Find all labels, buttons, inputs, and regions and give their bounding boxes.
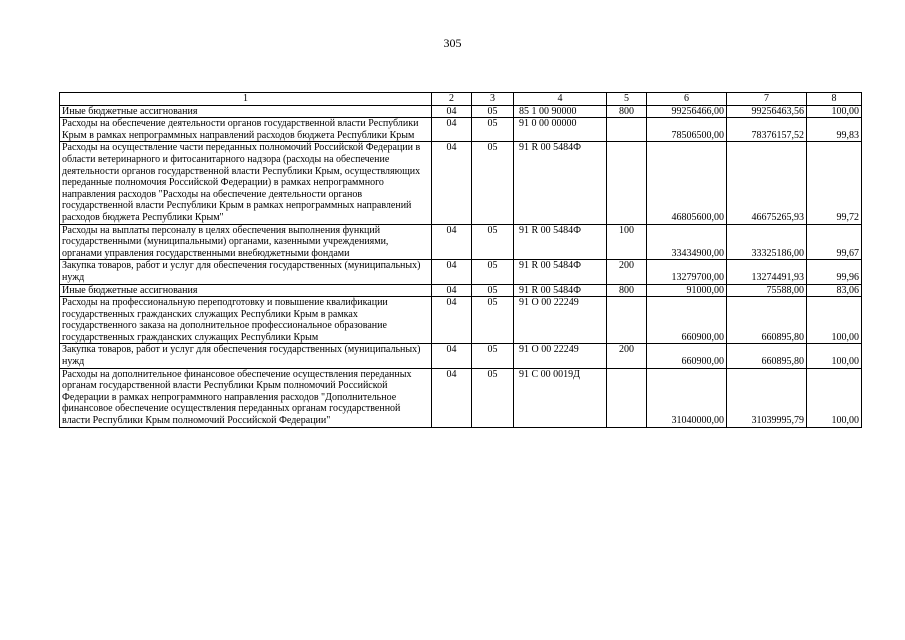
subsection-code: 05 (472, 118, 514, 142)
executed-amount: 33325186,00 (727, 224, 807, 260)
executed-amount: 99256463,56 (727, 105, 807, 118)
expense-type-code: 100 (607, 224, 647, 260)
execution-percent: 99,67 (807, 224, 862, 260)
table-row (60, 142, 862, 224)
table-header-row (60, 93, 862, 106)
budget-table (59, 92, 862, 428)
expense-type-code: 200 (607, 260, 647, 284)
planned-amount: 78506500,00 (647, 118, 727, 142)
row-name: Расходы на выплаты персоналу в целях обеспечения выполнения функций государственными (муниципальными) органами, казенными учреждениями, органами управления государственными внебюджетными фондами (60, 224, 432, 260)
planned-amount: 31040000,00 (647, 368, 727, 427)
subsection-code: 05 (472, 297, 514, 344)
target-article-code: 91 R 00 5484Ф (514, 260, 607, 284)
row-name: Расходы на профессиональную переподготовку и повышение квалификации государственных гражданских служащих Республики Крым в рамках государственного заказа на дополнительное профессиональное образование государственных гражданских служащих Республики Крым (60, 297, 432, 344)
execution-percent: 83,06 (807, 284, 862, 297)
subsection-code: 05 (472, 284, 514, 297)
target-article-code: 91 О 00 22249 (514, 344, 607, 368)
execution-percent: 100,00 (807, 368, 862, 427)
table-row (60, 284, 862, 297)
executed-amount: 46675265,93 (727, 142, 807, 224)
subsection-code: 05 (472, 344, 514, 368)
executed-amount: 13274491,93 (727, 260, 807, 284)
expense-type-code: 800 (607, 284, 647, 297)
row-name: Иные бюджетные ассигнования (60, 105, 432, 118)
column-header: 2 (432, 93, 472, 106)
expense-type-code (607, 118, 647, 142)
column-header: 6 (647, 93, 727, 106)
planned-amount: 99256466,00 (647, 105, 727, 118)
target-article-code: 91 О 00 22249 (514, 297, 607, 344)
expense-type-code (607, 368, 647, 427)
expense-type-code: 800 (607, 105, 647, 118)
page-number: 305 (443, 36, 462, 50)
row-name: Закупка товаров, работ и услуг для обеспечения государственных (муниципальных) нужд (60, 344, 432, 368)
subsection-code: 05 (472, 224, 514, 260)
subsection-code: 05 (472, 260, 514, 284)
subsection-code: 05 (472, 105, 514, 118)
section-code: 04 (432, 224, 472, 260)
table-row (60, 224, 862, 260)
executed-amount: 75588,00 (727, 284, 807, 297)
row-name: Расходы на обеспечение деятельности органов государственной власти Республики Крым в рамках непрограммных направлений расходов бюджета Республики Крым (60, 118, 432, 142)
column-header: 1 (60, 93, 432, 106)
expense-type-code (607, 297, 647, 344)
table-row (60, 344, 862, 368)
section-code: 04 (432, 297, 472, 344)
expense-type-code (607, 142, 647, 224)
section-code: 04 (432, 344, 472, 368)
planned-amount: 660900,00 (647, 344, 727, 368)
executed-amount: 78376157,52 (727, 118, 807, 142)
table-row (60, 297, 862, 344)
row-name: Расходы на осуществление части переданных полномочий Российской Федерации в области ветеринарного и фитосанитарного надзора (расходы на обеспечение деятельности органов государственной власти Республики Крым, осуществляющих переданные полномочия Российской Федерации) в рамках непрограммного направления расходов "Расходы на обеспечение деятельности органов государственной власти Республики Крым в рамках непрограммных направлений расходов бюджета Республики Крым" (60, 142, 432, 224)
execution-percent: 99,83 (807, 118, 862, 142)
table-row (60, 260, 862, 284)
column-header: 3 (472, 93, 514, 106)
column-header: 5 (607, 93, 647, 106)
table-row (60, 118, 862, 142)
section-code: 04 (432, 118, 472, 142)
table-row (60, 105, 862, 118)
section-code: 04 (432, 284, 472, 297)
executed-amount: 31039995,79 (727, 368, 807, 427)
planned-amount: 91000,00 (647, 284, 727, 297)
execution-percent: 99,96 (807, 260, 862, 284)
row-name: Расходы на дополнительное финансовое обеспечение осуществления переданных органам государственной власти Республики Крым полномочий Российской Федерации в рамках непрограммного направления расходов "Дополнительное финансовое обеспечение осуществления переданных органам государственной власти Республики Крым полномочий Российской Федерации" (60, 368, 432, 427)
planned-amount: 33434900,00 (647, 224, 727, 260)
section-code: 04 (432, 142, 472, 224)
column-header: 4 (514, 93, 607, 106)
target-article-code: 85 1 00 90000 (514, 105, 607, 118)
target-article-code: 91 R 00 5484Ф (514, 142, 607, 224)
execution-percent: 99,72 (807, 142, 862, 224)
executed-amount: 660895,80 (727, 344, 807, 368)
expense-type-code: 200 (607, 344, 647, 368)
section-code: 04 (432, 260, 472, 284)
subsection-code: 05 (472, 142, 514, 224)
planned-amount: 13279700,00 (647, 260, 727, 284)
execution-percent: 100,00 (807, 105, 862, 118)
planned-amount: 660900,00 (647, 297, 727, 344)
target-article-code: 91 R 00 5484Ф (514, 284, 607, 297)
section-code: 04 (432, 105, 472, 118)
execution-percent: 100,00 (807, 297, 862, 344)
planned-amount: 46805600,00 (647, 142, 727, 224)
row-name: Иные бюджетные ассигнования (60, 284, 432, 297)
target-article-code: 91 R 00 5484Ф (514, 224, 607, 260)
subsection-code: 05 (472, 368, 514, 427)
table-row (60, 368, 862, 427)
executed-amount: 660895,80 (727, 297, 807, 344)
row-name: Закупка товаров, работ и услуг для обеспечения государственных (муниципальных) нужд (60, 260, 432, 284)
target-article-code: 91 0 00 00000 (514, 118, 607, 142)
target-article-code: 91 С 00 0019Д (514, 368, 607, 427)
execution-percent: 100,00 (807, 344, 862, 368)
section-code: 04 (432, 368, 472, 427)
column-header: 7 (727, 93, 807, 106)
column-header: 8 (807, 93, 862, 106)
